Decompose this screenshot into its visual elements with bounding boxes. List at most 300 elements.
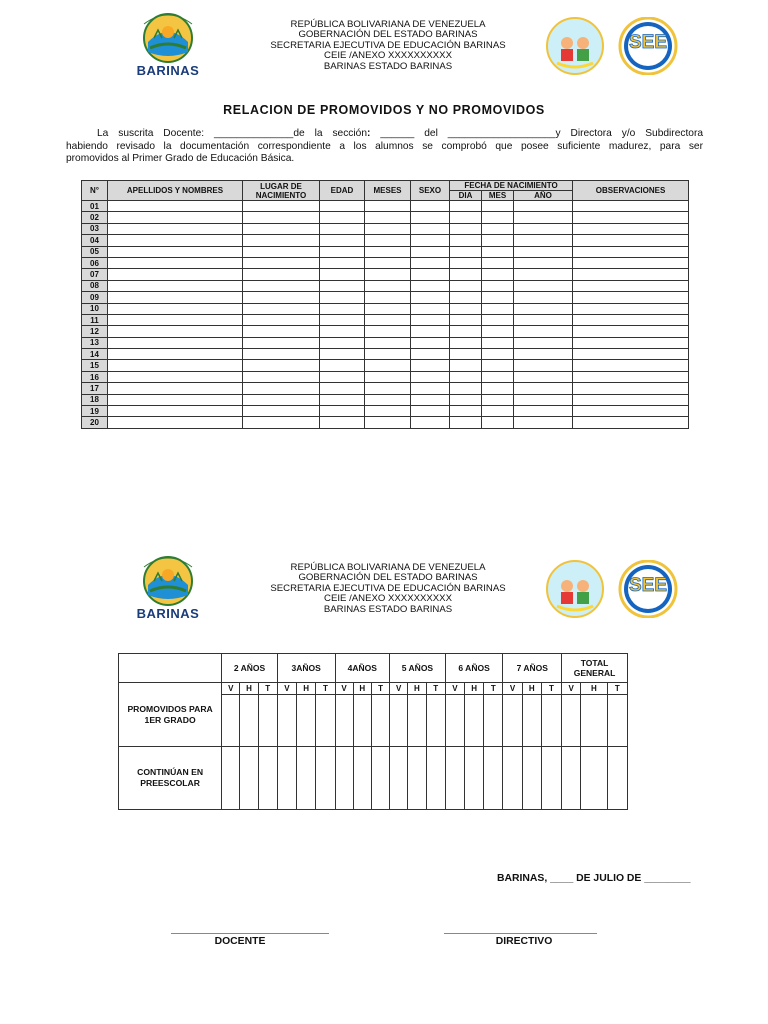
header-line: CEIE /ANEXO XXXXXXXXXX	[324, 593, 452, 605]
count-cell[interactable]	[503, 747, 522, 810]
months-cell[interactable]	[365, 212, 411, 223]
sex-cell[interactable]	[411, 406, 450, 417]
count-cell[interactable]	[335, 695, 353, 747]
count-cell[interactable]	[390, 695, 408, 747]
birthplace-cell[interactable]	[243, 417, 320, 428]
month-cell[interactable]	[482, 257, 514, 268]
name-cell[interactable]	[108, 292, 243, 303]
header-line: GOBERNACIÓN DEL ESTADO BARINAS	[298, 29, 478, 41]
observations-cell[interactable]	[573, 201, 689, 212]
month-cell[interactable]	[482, 269, 514, 280]
sex-cell[interactable]	[411, 360, 450, 371]
name-cell[interactable]	[108, 394, 243, 405]
birthplace-cell[interactable]	[243, 371, 320, 382]
sub-header: V	[445, 683, 464, 695]
count-cell[interactable]	[426, 695, 445, 747]
months-cell[interactable]	[365, 349, 411, 360]
students-table-body	[82, 201, 689, 429]
birthplace-cell[interactable]	[243, 246, 320, 257]
birthplace-cell[interactable]	[243, 383, 320, 394]
day-cell[interactable]	[450, 394, 482, 405]
birthplace-cell[interactable]	[243, 337, 320, 348]
month-cell[interactable]	[482, 246, 514, 257]
sub-header: V	[277, 683, 296, 695]
count-cell[interactable]	[607, 747, 627, 810]
count-cell[interactable]	[464, 695, 483, 747]
age-cell[interactable]	[320, 223, 365, 234]
birthplace-cell[interactable]	[243, 223, 320, 234]
birthplace-cell[interactable]	[243, 212, 320, 223]
day-cell[interactable]	[450, 223, 482, 234]
birthplace-cell[interactable]	[243, 257, 320, 268]
paragraph-text: ______ del ___________________y Directora y/o Subdirectora	[370, 128, 704, 139]
table-row	[82, 303, 689, 314]
observations-cell[interactable]	[573, 383, 689, 394]
months-cell[interactable]	[365, 371, 411, 382]
count-cell[interactable]	[562, 747, 581, 810]
sex-cell[interactable]	[411, 201, 450, 212]
birthplace-cell[interactable]	[243, 235, 320, 246]
count-cell[interactable]	[426, 747, 445, 810]
months-cell[interactable]	[365, 257, 411, 268]
summary-corner	[119, 654, 222, 683]
months-cell[interactable]	[365, 292, 411, 303]
birthplace-cell[interactable]	[243, 406, 320, 417]
count-cell[interactable]	[258, 747, 277, 810]
sub-header: T	[541, 683, 561, 695]
sex-cell[interactable]	[411, 337, 450, 348]
observations-cell[interactable]	[573, 406, 689, 417]
year-cell[interactable]	[514, 246, 573, 257]
count-cell[interactable]	[371, 747, 389, 810]
group-header: 6 AÑOS	[445, 654, 503, 683]
observations-cell[interactable]	[573, 394, 689, 405]
sex-cell[interactable]	[411, 212, 450, 223]
barinas-logo-text: BARINAS	[136, 606, 200, 621]
day-cell[interactable]	[450, 326, 482, 337]
header-line: SECRETARIA EJECUTIVA DE EDUCACIÓN BARINAS	[270, 582, 506, 594]
months-cell[interactable]	[365, 337, 411, 348]
table-row	[82, 394, 689, 405]
name-cell[interactable]	[108, 406, 243, 417]
group-header: 2 AÑOS	[222, 654, 278, 683]
birthplace-cell[interactable]	[243, 360, 320, 371]
month-cell[interactable]	[482, 383, 514, 394]
day-cell[interactable]	[450, 337, 482, 348]
header-line: BARINAS ESTADO BARINAS	[323, 603, 453, 615]
sub-header: H	[522, 683, 541, 695]
paragraph-line	[66, 128, 703, 141]
age-cell[interactable]	[320, 394, 365, 405]
sex-cell[interactable]	[411, 292, 450, 303]
count-cell[interactable]	[522, 747, 541, 810]
group-header: 5 AÑOS	[390, 654, 446, 683]
month-cell[interactable]	[482, 314, 514, 325]
year-cell[interactable]	[514, 383, 573, 394]
name-cell[interactable]	[108, 337, 243, 348]
group-header: 4AÑOS	[335, 654, 390, 683]
age-cell[interactable]	[320, 235, 365, 246]
observations-cell[interactable]	[573, 292, 689, 303]
months-cell[interactable]	[365, 383, 411, 394]
table-row	[82, 280, 689, 291]
table-row	[82, 314, 689, 325]
preschool-logo	[545, 17, 605, 75]
birthplace-cell[interactable]	[243, 314, 320, 325]
count-cell[interactable]	[316, 747, 335, 810]
birthplace-cell[interactable]	[243, 292, 320, 303]
sex-cell[interactable]	[411, 394, 450, 405]
birthplace-cell[interactable]	[243, 394, 320, 405]
row-number: 19	[82, 406, 108, 417]
name-cell[interactable]	[108, 417, 243, 428]
row-number: 07	[82, 269, 108, 280]
month-cell[interactable]	[482, 349, 514, 360]
birthplace-cell[interactable]	[243, 201, 320, 212]
sex-cell[interactable]	[411, 371, 450, 382]
age-cell[interactable]	[320, 349, 365, 360]
year-cell[interactable]	[514, 314, 573, 325]
col-header-sex: SEXO	[411, 181, 450, 201]
col-header-month: MES	[482, 191, 514, 201]
institution-header	[238, 563, 538, 615]
count-cell[interactable]	[484, 747, 503, 810]
month-cell[interactable]	[482, 326, 514, 337]
date-line: BARINAS, ____ DE JULIO DE ________	[497, 873, 691, 884]
age-cell[interactable]	[320, 417, 365, 428]
age-cell[interactable]	[320, 201, 365, 212]
birthplace-cell[interactable]	[243, 280, 320, 291]
day-cell[interactable]	[450, 406, 482, 417]
col-header-age: EDAD	[320, 181, 365, 201]
name-cell[interactable]	[108, 349, 243, 360]
months-cell[interactable]	[365, 246, 411, 257]
count-cell[interactable]	[240, 747, 258, 810]
paragraph-line: habiendo revisado la documentación correspondiente a los alumnos se comprobó que posee suficiente madurez, para ser	[66, 140, 703, 152]
count-cell[interactable]	[408, 747, 426, 810]
age-cell[interactable]	[320, 406, 365, 417]
month-cell[interactable]	[482, 371, 514, 382]
age-cell[interactable]	[320, 292, 365, 303]
birthplace-cell[interactable]	[243, 303, 320, 314]
count-cell[interactable]	[335, 747, 353, 810]
sub-header: V	[562, 683, 581, 695]
observations-cell[interactable]	[573, 360, 689, 371]
row-label-continuan: CONTINÚAN EN PREESCOLAR	[119, 747, 222, 810]
count-cell[interactable]	[503, 695, 522, 747]
row-number: 02	[82, 212, 108, 223]
birthplace-cell[interactable]	[243, 326, 320, 337]
row-number: 06	[82, 257, 108, 268]
sub-header: T	[426, 683, 445, 695]
year-cell[interactable]	[514, 269, 573, 280]
year-cell[interactable]	[514, 349, 573, 360]
months-cell[interactable]	[365, 417, 411, 428]
year-cell[interactable]	[514, 235, 573, 246]
sex-cell[interactable]	[411, 280, 450, 291]
months-cell[interactable]	[365, 326, 411, 337]
header-line: REPÚBLICA BOLIVARIANA DE VENEZUELA	[290, 19, 486, 30]
name-cell[interactable]	[108, 257, 243, 268]
name-cell[interactable]	[108, 212, 243, 223]
count-cell[interactable]	[371, 695, 389, 747]
months-cell[interactable]	[365, 280, 411, 291]
age-cell[interactable]	[320, 326, 365, 337]
observations-cell[interactable]	[573, 303, 689, 314]
count-cell[interactable]	[408, 695, 426, 747]
month-cell[interactable]	[482, 406, 514, 417]
col-header-birthdate: FECHA DE NACIMIENTO	[450, 181, 573, 191]
year-cell[interactable]	[514, 360, 573, 371]
age-cell[interactable]	[320, 337, 365, 348]
name-cell[interactable]	[108, 223, 243, 234]
day-cell[interactable]	[450, 246, 482, 257]
observations-cell[interactable]	[573, 280, 689, 291]
age-cell[interactable]	[320, 314, 365, 325]
day-cell[interactable]	[450, 349, 482, 360]
count-cell[interactable]	[316, 695, 335, 747]
sex-cell[interactable]	[411, 349, 450, 360]
count-cell[interactable]	[277, 695, 296, 747]
row-number: 03	[82, 223, 108, 234]
name-cell[interactable]	[108, 235, 243, 246]
row-number: 14	[82, 349, 108, 360]
age-cell[interactable]	[320, 371, 365, 382]
count-cell[interactable]	[222, 695, 240, 747]
sex-cell[interactable]	[411, 257, 450, 268]
col-header-names: APELLIDOS Y NOMBRES	[108, 181, 243, 201]
year-cell[interactable]	[514, 223, 573, 234]
year-cell[interactable]	[514, 326, 573, 337]
year-cell[interactable]	[514, 406, 573, 417]
count-cell[interactable]	[277, 747, 296, 810]
observations-cell[interactable]	[573, 246, 689, 257]
observations-cell[interactable]	[573, 349, 689, 360]
year-cell[interactable]	[514, 257, 573, 268]
day-cell[interactable]	[450, 360, 482, 371]
sex-cell[interactable]	[411, 303, 450, 314]
sub-header: V	[335, 683, 353, 695]
observations-cell[interactable]	[573, 257, 689, 268]
see-logo	[618, 17, 678, 75]
row-number: 10	[82, 303, 108, 314]
months-cell[interactable]	[365, 303, 411, 314]
count-cell[interactable]	[353, 695, 371, 747]
sub-header: T	[371, 683, 389, 695]
day-cell[interactable]	[450, 303, 482, 314]
day-cell[interactable]	[450, 257, 482, 268]
year-cell[interactable]	[514, 337, 573, 348]
day-cell[interactable]	[450, 383, 482, 394]
table-row	[82, 235, 689, 246]
age-cell[interactable]	[320, 257, 365, 268]
group-header: 3AÑOS	[277, 654, 335, 683]
months-cell[interactable]	[365, 201, 411, 212]
months-cell[interactable]	[365, 235, 411, 246]
count-cell[interactable]	[390, 747, 408, 810]
count-cell[interactable]	[607, 695, 627, 747]
name-cell[interactable]	[108, 360, 243, 371]
day-cell[interactable]	[450, 235, 482, 246]
sex-cell[interactable]	[411, 314, 450, 325]
docente-label: DOCENTE	[214, 936, 266, 947]
month-cell[interactable]	[482, 235, 514, 246]
day-cell[interactable]	[450, 417, 482, 428]
months-cell[interactable]	[365, 269, 411, 280]
summary-table	[118, 653, 628, 810]
day-cell[interactable]	[450, 269, 482, 280]
sex-cell[interactable]	[411, 223, 450, 234]
row-number: 18	[82, 394, 108, 405]
table-row	[82, 246, 689, 257]
preschool-logo	[545, 560, 605, 618]
year-cell[interactable]	[514, 394, 573, 405]
day-cell[interactable]	[450, 212, 482, 223]
count-cell[interactable]	[297, 747, 316, 810]
sex-cell[interactable]	[411, 246, 450, 257]
group-header: TOTAL GENERAL	[562, 654, 628, 683]
sub-header: H	[408, 683, 426, 695]
age-cell[interactable]	[320, 269, 365, 280]
month-cell[interactable]	[482, 292, 514, 303]
months-cell[interactable]	[365, 406, 411, 417]
months-cell[interactable]	[365, 223, 411, 234]
intro-paragraph	[66, 128, 703, 166]
year-cell[interactable]	[514, 303, 573, 314]
sub-header: H	[581, 683, 607, 695]
month-cell[interactable]	[482, 417, 514, 428]
row-number: 17	[82, 383, 108, 394]
birthplace-cell[interactable]	[243, 269, 320, 280]
name-cell[interactable]	[108, 201, 243, 212]
count-cell[interactable]	[222, 747, 240, 810]
barinas-logo	[128, 8, 208, 80]
sex-cell[interactable]	[411, 235, 450, 246]
month-cell[interactable]	[482, 212, 514, 223]
month-cell[interactable]	[482, 394, 514, 405]
sex-cell[interactable]	[411, 269, 450, 280]
count-cell[interactable]	[445, 747, 464, 810]
month-cell[interactable]	[482, 280, 514, 291]
sub-header: H	[240, 683, 258, 695]
row-number: 01	[82, 201, 108, 212]
age-cell[interactable]	[320, 246, 365, 257]
day-cell[interactable]	[450, 292, 482, 303]
observations-cell[interactable]	[573, 223, 689, 234]
name-cell[interactable]	[108, 314, 243, 325]
year-cell[interactable]	[514, 417, 573, 428]
name-cell[interactable]	[108, 280, 243, 291]
name-cell[interactable]	[108, 383, 243, 394]
age-cell[interactable]	[320, 303, 365, 314]
year-cell[interactable]	[514, 371, 573, 382]
count-cell[interactable]	[240, 695, 258, 747]
months-cell[interactable]	[365, 360, 411, 371]
col-header-months: MESES	[365, 181, 411, 201]
count-cell[interactable]	[541, 747, 561, 810]
count-cell[interactable]	[353, 747, 371, 810]
day-cell[interactable]	[450, 280, 482, 291]
sub-header: T	[316, 683, 335, 695]
observations-cell[interactable]	[573, 235, 689, 246]
count-cell[interactable]	[445, 695, 464, 747]
month-cell[interactable]	[482, 337, 514, 348]
year-cell[interactable]	[514, 201, 573, 212]
name-cell[interactable]	[108, 246, 243, 257]
name-cell[interactable]	[108, 303, 243, 314]
age-cell[interactable]	[320, 360, 365, 371]
month-cell[interactable]	[482, 303, 514, 314]
sex-cell[interactable]	[411, 417, 450, 428]
sub-header: V	[390, 683, 408, 695]
col-header-observations: OBSERVACIONES	[573, 181, 689, 201]
sex-cell[interactable]	[411, 326, 450, 337]
docente-signature-line	[171, 933, 329, 934]
sub-header: T	[484, 683, 503, 695]
count-cell[interactable]	[581, 747, 607, 810]
observations-cell[interactable]	[573, 269, 689, 280]
month-cell[interactable]	[482, 201, 514, 212]
count-cell[interactable]	[484, 695, 503, 747]
observations-cell[interactable]	[573, 212, 689, 223]
day-cell[interactable]	[450, 371, 482, 382]
months-cell[interactable]	[365, 394, 411, 405]
row-number: 15	[82, 360, 108, 371]
year-cell[interactable]	[514, 280, 573, 291]
age-cell[interactable]	[320, 280, 365, 291]
name-cell[interactable]	[108, 269, 243, 280]
sub-header: H	[353, 683, 371, 695]
row-number: 20	[82, 417, 108, 428]
name-cell[interactable]	[108, 371, 243, 382]
directivo-label: DIRECTIVO	[495, 936, 553, 947]
paragraph-colon: :	[367, 128, 371, 139]
day-cell[interactable]	[450, 201, 482, 212]
observations-cell[interactable]	[573, 337, 689, 348]
count-cell[interactable]	[541, 695, 561, 747]
count-cell[interactable]	[258, 695, 277, 747]
age-cell[interactable]	[320, 383, 365, 394]
observations-cell[interactable]	[573, 371, 689, 382]
observations-cell[interactable]	[573, 314, 689, 325]
count-cell[interactable]	[297, 695, 316, 747]
day-cell[interactable]	[450, 314, 482, 325]
name-cell[interactable]	[108, 326, 243, 337]
table-row	[82, 371, 689, 382]
months-cell[interactable]	[365, 314, 411, 325]
sex-cell[interactable]	[411, 383, 450, 394]
count-cell[interactable]	[522, 695, 541, 747]
month-cell[interactable]	[482, 223, 514, 234]
count-cell[interactable]	[562, 695, 581, 747]
col-header-day: DIA	[450, 191, 482, 201]
year-cell[interactable]	[514, 292, 573, 303]
observations-cell[interactable]	[573, 326, 689, 337]
birthplace-cell[interactable]	[243, 349, 320, 360]
sub-header: V	[503, 683, 522, 695]
sub-header: H	[297, 683, 316, 695]
barinas-logo-text: BARINAS	[136, 63, 200, 78]
year-cell[interactable]	[514, 212, 573, 223]
age-cell[interactable]	[320, 212, 365, 223]
month-cell[interactable]	[482, 360, 514, 371]
count-cell[interactable]	[581, 695, 607, 747]
students-table	[81, 180, 689, 429]
count-cell[interactable]	[464, 747, 483, 810]
table-row	[82, 223, 689, 234]
observations-cell[interactable]	[573, 417, 689, 428]
table-row	[82, 337, 689, 348]
